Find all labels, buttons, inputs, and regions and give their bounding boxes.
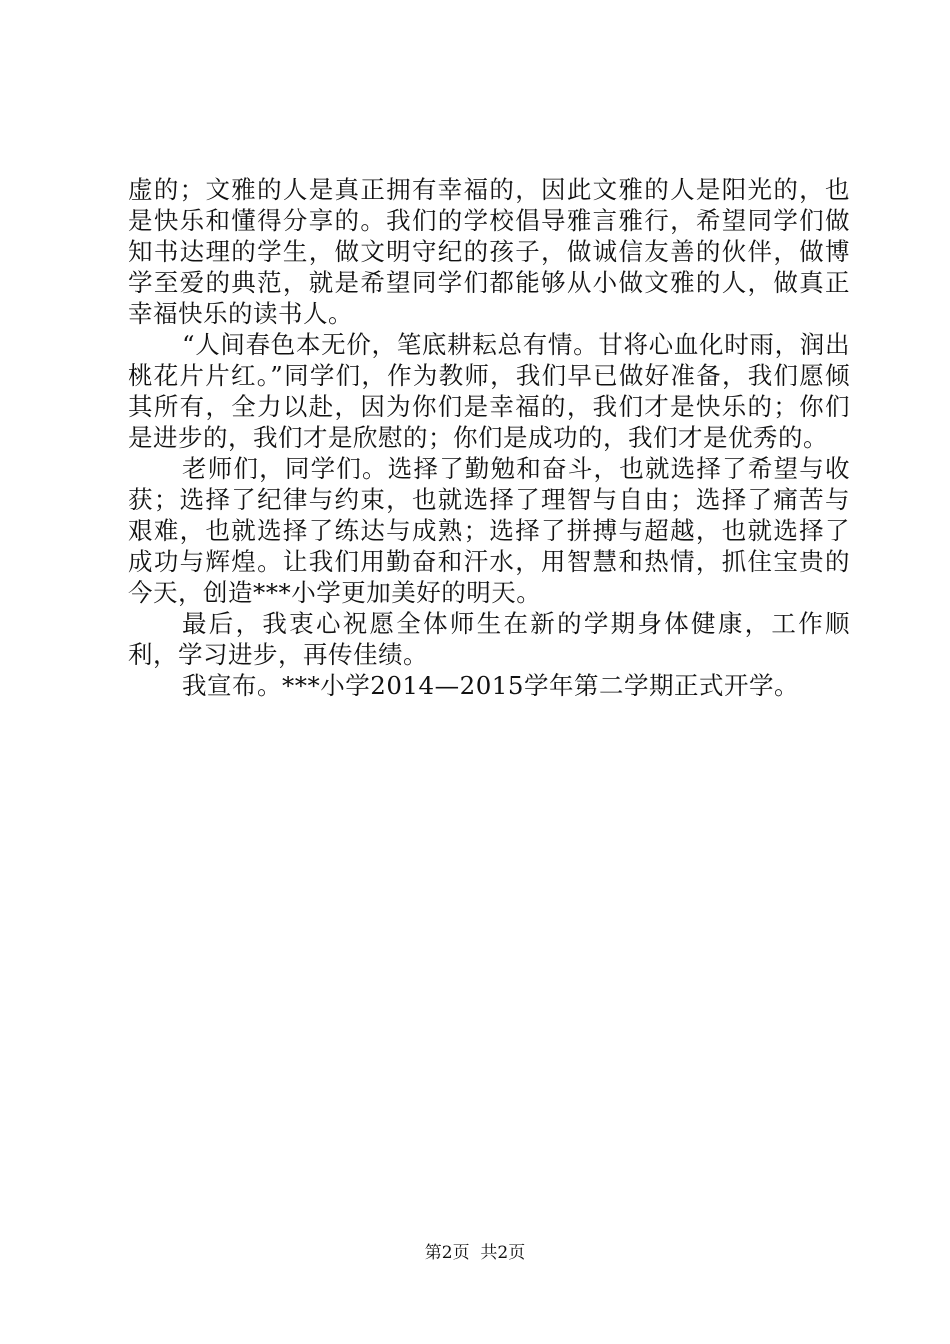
page-footer: 第2页 共2页 bbox=[424, 1243, 526, 1263]
paragraph-choices: 老师们，同学们。选择了勤勉和奋斗，也就选择了希望与收获；选择了纪律与约束，也就选择了理智与自由；选择了痛苦与艰难，也就选择了练达与成熟；选择了拼搏与超越，也就选择了成功与辉煌。让我们用勤奋和汗水，用智慧和热情，抓住宝贵的今天，创造***小学更加美好的明天。 bbox=[128, 454, 850, 607]
paragraph-continuation: 虚的；文雅的人是真正拥有幸福的，因此文雅的人是阳光的，也是快乐和懂得分享的。我们的学校倡导雅言雅行，希望同学们做知书达理的学生，做文明守纪的孩子，做诚信友善的伙伴，做博学至爱的典范，就是希望同学们都能够从小做文雅的人，做真正幸福快乐的读书人。 bbox=[128, 175, 850, 328]
paragraph-poem-quote: “人间春色本无价，笔底耕耘总有情。甘将心血化时雨，润出桃花片片红。”同学们，作为教师，我们早已做好准备，我们愿倾其所有，全力以赴，因为你们是幸福的，我们才是快乐的；你们是进步的，我们才是欣慰的；你们是成功的，我们才是优秀的。 bbox=[128, 330, 850, 452]
document-body bbox=[128, 174, 850, 701]
paragraph-announcement: 我宣布。***小学2014—2015学年第二学期正式开学。 bbox=[182, 671, 799, 700]
paragraph-wishes: 最后，我衷心祝愿全体师生在新的学期身体健康，工作顺利，学习进步，再传佳绩。 bbox=[128, 609, 850, 669]
